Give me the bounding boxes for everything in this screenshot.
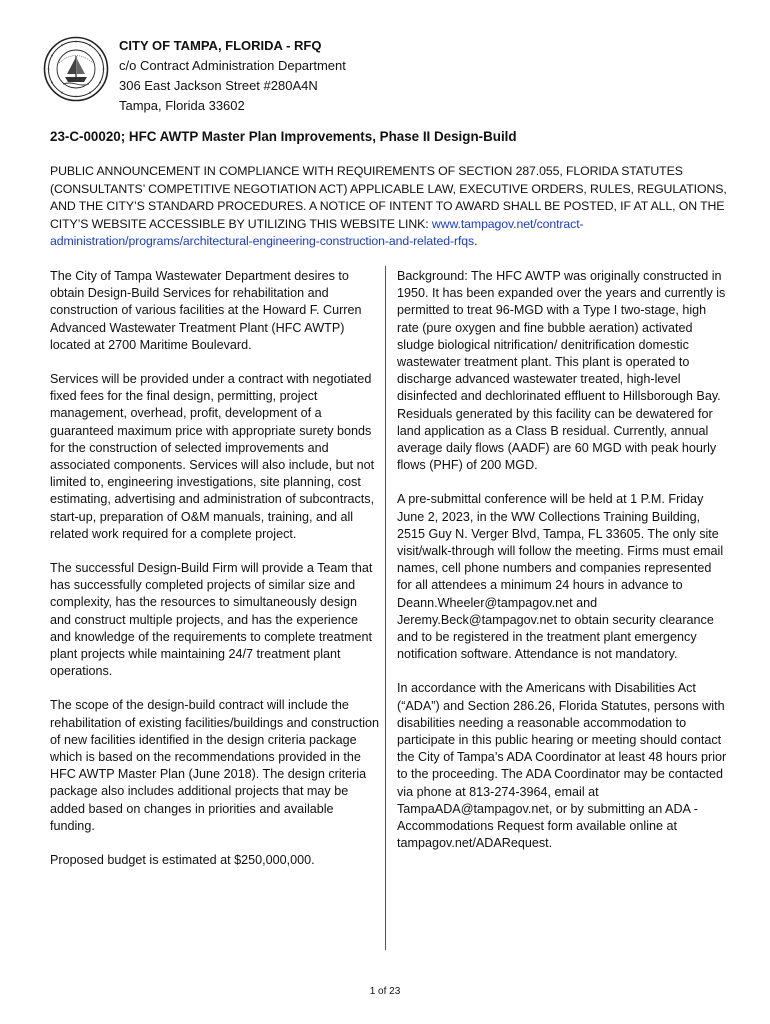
left-column xyxy=(50,268,380,886)
paragraph-firm-qualifications: The successful Design-Build Firm will provide a Team that has successfully completed projects of similar size and complexity, has the resources to simultaneously design and construct multiple projects, and has the experience and knowledge of the requirements to complete treatment plant projects while maintaining 24/7 treatment plant operations. xyxy=(50,561,373,679)
paragraph-pre-submittal: A pre-submittal conference will be held at 1 P.M. Friday June 2, 2023, in the WW Collections Training Building, 2515 Guy N. Verger Blvd, Tampa, FL 33605. The only site visit/walk-through will follow the meeting. Firms must email names, cell phone numbers and companies represented for all attendees a minimum 24 hours in advance to Deann.Wheeler@tampagov.net and Jeremy.Beck@tampagov.net to obtain security clearance and to be registered in the treatment plant emergency notification software. Attendance is not mandatory. xyxy=(397,492,724,662)
paragraph-ada: In accordance with the Americans with Disabilities Act (“ADA”) and Section 286.26, Florida Statutes, persons with disabilities needing a reasonable accommodation to participate in this public hearing or meeting should contact the City of Tampa’s ADA Coordinator at least 48 hours prior to the proceeding. The ADA Coordinator may be contacted via phone at 813-274-3964, email at TampaADA@tampagov.net, or by submitting an ADA - Accommodations Request form available online at tampagov.net/ADARequest. xyxy=(397,681,727,851)
paragraph-budget: Proposed budget is estimated at $250,000,000. xyxy=(50,853,315,868)
city-seal-icon xyxy=(43,36,109,102)
award-notice-link[interactable]: www.tampagov.net/contract-administration/programs/architectural-engineering-construction-and-related-rfqs xyxy=(50,216,584,248)
city-state-zip: Tampa, Florida 33602 xyxy=(119,98,245,113)
right-column xyxy=(397,268,729,870)
paragraph-contract-services: Services will be provided under a contract with negotiated fixed fees for the final design, permitting, project management, overhead, profit, development of a guaranteed maximum price with appropriate surety bonds for the construction of selected improvements and associated components. Services will also include, but not limited to, engineering investigations, site planning, cost estimating, advertising and administration of subcontracts, start-up, preparation of O&M manuals, training, and all related work required for a complete project. xyxy=(50,372,375,541)
department-line: c/o Contract Administration Department xyxy=(119,58,346,73)
paragraph-services-overview: The City of Tampa Wastewater Department desires to obtain Design-Build Services for rehabilitation and construction of various facilities at the Howard F. Curren Advanced Wastewater Treatment Plant (HFC AWTP) located at 2700 Maritime Boulevard. xyxy=(50,269,362,352)
paragraph-scope: The scope of the design-build contract will include the rehabilitation of existing facilities/buildings and construction of new facilities identified in the design criteria package which is based on the recommendations provided in the HFC AWTP Master Plan (June 2018). The design criteria package also includes additional projects that may be added based on changes in priorities and available funding. xyxy=(50,698,380,833)
announcement-suffix: . xyxy=(474,234,478,248)
header-address-block xyxy=(119,36,346,116)
organization-name: CITY OF TAMPA, FLORIDA - RFQ xyxy=(119,38,322,53)
page-number: 1 of 23 xyxy=(369,986,401,997)
announcement-text: PUBLIC ANNOUNCEMENT IN COMPLIANCE WITH REQUIREMENTS OF SECTION 287.055, FLORIDA STATUTES (CONSULTANTS’ COMPETITIVE NEGOTIATION ACT) APPLICABLE LAW, EXECUTIVE ORDERS, RULES, REGULATIONS, AND THE CITY’S STANDARD PROCEDURES. A NOTICE OF INTENT TO AWARD SHALL BE POSTED, IF AT ALL, ON THE CITY’S WEBSITE ACCESSIBLE BY UTILIZING THIS WEBSITE LINK: xyxy=(50,164,727,231)
paragraph-background: Background: The HFC AWTP was originally constructed in 1950. It has been expanded over the years and currently is permitted to treat 96-MGD with a Type I two-stage, high rate (pure oxygen and fine bubble aeration) activated sludge biological nitrification/ denitrification domestic wastewater treatment plant. This plant is operated to discharge advanced wastewater treated, high-level disinfected and dechlorinated effluent to Hillsborough Bay. Residuals generated by this facility can be dewatered for land application as a Class B residual. Currently, annual average daily flows (AADF) are 60 MGD with peak hourly flows (PHF) of 200 MGD. xyxy=(397,269,726,473)
street-address: 306 East Jackson Street #280A4N xyxy=(119,78,318,93)
column-divider xyxy=(385,266,386,950)
solicitation-title: 23-C-00020; HFC AWTP Master Plan Improvements, Phase II Design-Build xyxy=(50,129,517,144)
public-announcement xyxy=(50,163,730,251)
